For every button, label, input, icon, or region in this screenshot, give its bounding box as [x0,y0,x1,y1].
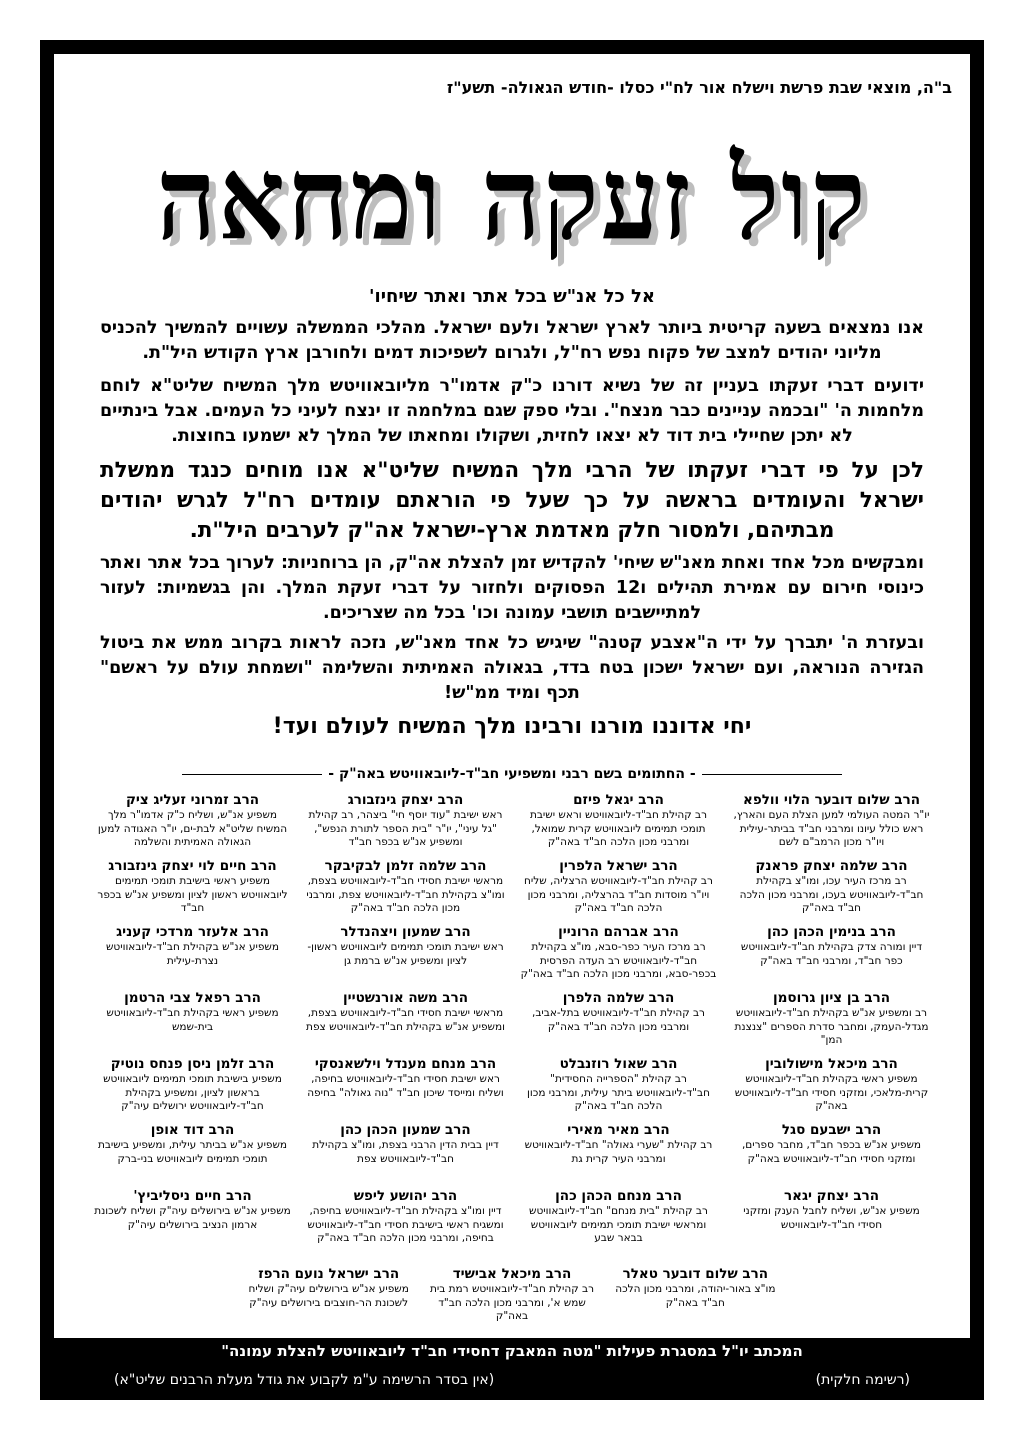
signatory [92,792,293,858]
signatory [305,924,506,990]
signatory [92,1056,293,1122]
signatory-name: הרב שמעון הכהן כהן [340,1122,471,1138]
signatory [305,792,506,858]
signatory-desc: רב קהילת חב"ד-ליובאוויטש הרצליה, שליח ויו"ר מוסדות חב"ד בהרצליה, ומרבני מכון הלכה חב"ד באה"ק [524,875,713,914]
signatory-name: הרב מנחם מענדל וילשאנסקי [314,1056,497,1072]
signatory-name: הרב חיים לוי יצחק גינזבורג [108,858,277,874]
page-border [40,40,984,1400]
signatory [731,858,932,924]
signatory-desc: רב מרכז העיר כפר-סבא, מו"צ בקהילת חב"ד-ליובאוויטש רב העדה הפרסית בכפר-סבא, ומרבני מכון הלכה חב"ד באה"ק [520,941,717,980]
signatory [518,1122,719,1188]
signatory [92,1188,293,1254]
signatory-name: הרב ישראל נועם הרפז [258,1266,400,1282]
signatory-name: הרב יצחק יגאר [783,1188,879,1204]
signatory-desc: משפיע אנ"ש, ושליח לחבל הענק ומזקני חסידי חב"ד-ליובאוויטש [743,1205,920,1231]
signatory [518,858,719,924]
header-rule-left [182,774,322,775]
signatory [305,1188,506,1254]
signatory-desc: משפיע ראשי בקהילת חב"ד-ליובאוויטש קרית-מלאכי, ומזקני חסידי חב"ד-ליובאוויטש באה"ק [734,1073,929,1112]
signatory-desc: משפיע ראשי בישיבת תומכי תמימים ליובאוויטש ראשון לציון ומשפיע אנ"ש בכפר חב"ד [97,875,288,914]
signatory-name: הרב מאיר מאירי [567,1122,670,1138]
signatory-name: הרב אברהם הרוניין [558,924,679,940]
signatory [305,1122,506,1188]
signatory-desc: משפיע אנ"ש בביתר עילית, ומשפיע בישיבת תומכי תמימים ליובאוויטש בני-ברק [97,1139,288,1165]
signatory-name: הרב שאול רוזנבלט [559,1056,678,1072]
signatory [731,1188,932,1254]
signatory [92,858,293,924]
signatory-name: הרב משה אורנשטיין [342,990,468,1006]
signatory [518,1056,719,1122]
signatory [731,1122,932,1188]
signatory [731,1056,932,1122]
signatory-name: הרב שמעון ויצהנדלר [340,924,471,940]
signatory-desc: מראשי ישיבת חסידי חב"ד-ליובאוויטש בצפת, ומשפיע אנ"ש בקהילת חב"ד-ליובאוויטש צפת [306,1007,505,1033]
signatory-desc: יו"ר המטה העולמי למען הצלת העם והארץ, ראש כולל עיונו ומרבני חב"ד בביתר-עילית ויו"ר מכון הרמב"ם לשם [733,809,930,848]
signatory-name: הרב ישראל הלפרין [559,858,678,874]
signatory-name: הרב שלמה הלפרן [562,990,675,1006]
paragraph-protest: לכן על פי דברי זעקתו של הרבי מלך המשיח שליט"א אנו מוחים כנגד ממשלת ישראל והעומדים בראשה על כך שעל פי הוראתם עומדים רח"ל לגרש יהודים מבתיהם, ולמסור חלק מאדמת ארץ-ישראל אה"ק לערבים היל"ת. [100,458,924,543]
signatory-name: הרב שלמה זלמן לבקיבקר [324,858,487,874]
signatory [92,924,293,990]
signatory [518,990,719,1056]
paragraph-5: ובעזרת ה' יתברך על ידי ה"אצבע קטנה" שיגיש כל אחד מאנ"ש, נזכה לראות בקרוב ממש את ביטול הגזירה הנוראה, ועם ישראל ישכון בטח בדד, בגאולה האמיתית והשלימה "ושמחת עולם על ראשם" תכף ומיד ממ"ש! [100,633,924,703]
signatory [92,990,293,1056]
signatory [92,1122,293,1188]
signatory-name: הרב שלום דובער הלוי וולפא [743,792,920,808]
signatory [244,1266,413,1332]
signatory-name: הרב מנחם הכהן כהן [555,1188,682,1204]
signatory-desc: רב ומשפיע אנ"ש בקהילת חב"ד-ליובאוויטש מגדל-העמק, ומחבר סדרת הספרים "צנצנת המן" [734,1007,929,1046]
signatory [305,990,506,1056]
signatory-desc: רב קהילת "שערי גאולה" חב"ד-ליובאוויטש ומרבני העיר קרית גת [524,1139,713,1165]
signatory [305,1056,506,1122]
signatory-name: הרב שלום דובער טאלר [622,1266,769,1282]
slogan: יחי אדוננו מורנו ורבינו מלך המשיח לעולם ועד! [272,714,752,739]
footer-credit: המכתב יו"ל במסגרת פעילות "מטה המאבק דחסידי חב"ד ליובאוויטש להצלת עמונה" [221,1342,803,1360]
signatories-grid [92,792,932,1254]
signatory-name: הרב יגאל פיזם [573,792,664,808]
footer-order-note: (אין בסדר הרשימה ע"מ לקבוע את גודל מעלת הרבנים שליט"א) [114,1372,495,1388]
signatory [611,1266,780,1332]
signatory-name: הרב יצחק גינזבורג [347,792,464,808]
signatory-desc: ראש ישיבת חסידי חב"ד-ליובאוויטש בחיפה, ושליח ומייסד שיכון חב"ד "נוה גאולה" בחיפה [307,1073,504,1099]
signatory [731,792,932,858]
signatory-desc: רב קהילת חב"ד-ליובאוויטש וראש ישיבת תומכי תמימים ליובאוויטש קרית שמואל, ומרבני מכון הלכה חב"ד באה"ק [529,809,708,848]
signatory [518,924,719,990]
signatory-name: הרב אלעזר מרדכי קעניג [116,924,269,940]
signatory-desc: רב קהילת חב"ד-ליובאוויטש רמת בית שמש א', ומרבני מכון הלכה חב"ד באה"ק [429,1283,595,1322]
signatory-name: הרב יהושע ליפש [353,1188,458,1204]
paragraph-4: ומבקשים מכל אחד ואחת מאנ"ש שיחי' להקדיש זמן להצלת אה"ק, הן ברוחניות: לערוך בכל אתר ואתר כינוסי חירום עם אמירת תהילים ו12 הפסוקים ולחזור על דברי זעקת המלך. והן בגשמיות: לעזור למתיישבים תושבי עמונה וכו' בכל מה שצריכים. [100,553,924,623]
signatory [305,858,506,924]
signatory-name: הרב רפאל צבי הרטמן [124,990,261,1006]
signatory-desc: ראש ישיבת תומכי תמימים ליובאוויטש ראשון- לציון ומשפיע אנ"ש ברמת גן [307,941,504,967]
signatory-name: הרב זלמן ניסן פנחס נוטיק [110,1056,275,1072]
signatory-desc: משפיע בישיבת תומכי תמימים ליובאוויטש בראשון לציון, ומשפיע בקהילת חב"ד-ליובאוויטש ירושלים עיה"ק [103,1073,282,1112]
signatory-desc: משפיע אנ"ש בירושלים עיה"ק ושליח לשכונת הר-חוצבים בירושלים עיה"ק [248,1283,409,1309]
signatory [731,990,932,1056]
signatory [518,1188,719,1254]
signatory-desc: משפיע ראשי בקהילת חב"ד-ליובאוויטש בית-שמש [106,1007,279,1033]
signatory-desc: דיין ומו"צ בקהילת חב"ד-ליובאוויטש בחיפה, ומשגיח ראשי בישיבת חסידי חב"ד-ליובאוויטש בחיפה, ומרבני מכון הלכה חב"ד באה"ק [307,1205,504,1244]
signatory-desc: משפיע אנ"ש בקהילת חב"ד-ליובאוויטש נצרת-עילית [105,941,279,967]
signatory-name: הרב שלמה יצחק פראנק [755,858,908,874]
signatory-desc: מו"צ באור-יהודה, ומרבני מכון הלכה חב"ד באה"ק [615,1283,776,1309]
signatory-desc: משפיע אנ"ש בכפר חב"ד, מחבר ספרים, ומזקני חסידי חב"ד-ליובאוויטש באה"ק [741,1139,922,1165]
signatories-bottom-row [244,1266,780,1332]
signatory-desc: דיין בבית הדין הרבני בצפת, ומו"צ בקהילת חב"ד-ליובאוויטש צפת [312,1139,499,1165]
signatory-name: הרב מיכאל אבישיד [452,1266,572,1282]
signatory-desc: ראש ישיבת "עוד יוסף חי" ביצהר, רב קהילת "גל עיני", יו"ר "בית הספר לתורת הנפש", ומשפיע אנ"ש בכפר חב"ד [308,809,503,848]
paragraph-2: ידועים דברי זעקתו בעניין זה של נשיא דורנו כ"ק אדמו"ר מליובאוויטש מלך המשיח שליט"א לוחם מלחמות ה' "ובכמה עניינים כבר מנצח". ובלי ספק שגם במלחמה זו ינצח לעיני כל העמים. אבל בינתיים לא יתכן שחיילי בית דוד לא יצאו לחזית, ושקולו ומחאתו של המלך לא ישמעו בחוצות. [100,376,924,446]
signatory-name: הרב מיכאל מישולובין [765,1056,898,1072]
signatory-desc: משפיע אנ"ש, ושליח כ"ק אדמו"ר מלך המשיח שליט"א לבת-ים, יו"ר האגודה למען הגאולה האמיתית והשלמה [97,809,288,848]
signatories-header-text: - החתומים בשם רבני ומשפיעי חב"ד-ליובאוויטש באה"ק - [328,766,696,782]
dateline: ב"ה, מוצאי שבת פרשת וישלח אור לח"י כסלו -חודש הגאולה- תשע"ז [446,78,952,97]
address-line: אל כל אנ"ש בכל אתר ואתר שיחיו' [369,286,655,307]
signatories-header [100,766,924,782]
signatory-desc: מראשי ישיבת חסידי חב"ד-ליובאוויטש בצפת, ומו"צ בקהילת חב"ד-ליובאוויטש צפת, ומרבני מכון הלכה חב"ד באה"ק [306,875,505,914]
signatory-name: הרב זמרוני זעליג ציק [125,792,260,808]
signatory-name: הרב דוד אופן [150,1122,235,1138]
signatory-desc: רב קהילת חב"ד-ליובאוויטש בתל-אביב, ומרבני מכון הלכה חב"ד באה"ק [532,1007,705,1033]
signatory-desc: רב קהילת "הספרייה החסידית" חב"ד-ליובאוויטש ביתר עילית, ומרבני מכון הלכה חב"ד באה"ק [527,1073,710,1112]
signatory-name: הרב ישבעם סגל [781,1122,882,1138]
signatory-desc: רב קהילת "בית מנחם" חב"ד-ליובאוויטש ומראשי ישיבת תומכי תמימים ליובאוויטש בבאר שבע [529,1205,708,1244]
signatory-desc: רב מרכז העיר עכו, ומו"צ בקהילת חב"ד-ליובאוויטש בעכו, ומרבני מכון הלכה חב"ד באה"ק [739,875,924,914]
header-rule-right [702,774,842,775]
signatory-desc: דיין ומורה צדק בקהילת חב"ד-ליובאוויטש כפר חב"ד, ומרבני חב"ד באה"ק [740,941,923,967]
signatory-name: הרב בנימין הכהן כהן [767,924,896,940]
signatory-desc: משפיע אנ"ש בירושלים עיה"ק ושליח לשכונת ארמון הנציב בירושלים עיה"ק [94,1205,291,1231]
footer-bar [54,1338,970,1400]
paragraph-1: אנו נמצאים בשעה קריטית ביותר לארץ ישראל ולעם ישראל. מהלכי הממשלה עשויים להמשיך להכניס מליוני יהודים למצב של פקוח נפש רח"ל, ולגרום לשפיכות דמים ולחורבן ארץ הקודש היל"ת. [100,318,924,363]
footer-partial-list-note: (רשימה חלקית) [815,1372,910,1388]
headline: קול זעקה ומחאה [156,130,868,267]
signatory [518,792,719,858]
signatory-name: הרב בן ציון גרוסמן [772,990,891,1006]
letter-body [54,54,970,1366]
signatory [731,924,932,990]
signatory-name: הרב חיים ניסליביץ' [133,1188,252,1204]
signatory [427,1266,596,1332]
